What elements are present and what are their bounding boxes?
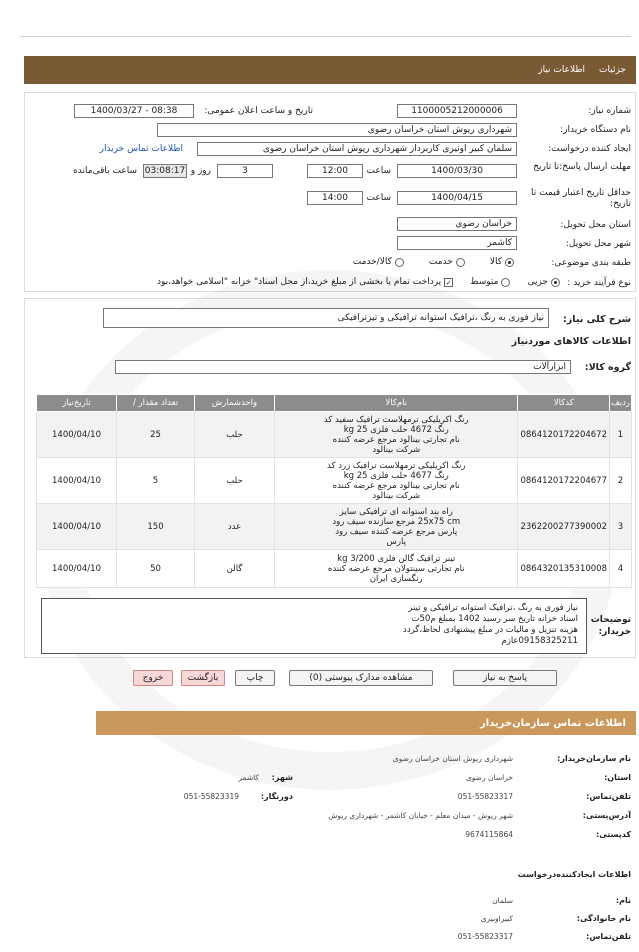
radio-goods[interactable] xyxy=(505,258,514,267)
validity-date-field: 1400/04/15 xyxy=(397,191,517,205)
need-number-field: 1100005212000006 xyxy=(397,104,517,118)
notes-line-4: 09158325211عازم xyxy=(501,636,578,646)
cell-qty: 25 xyxy=(117,412,195,458)
cell-code: 2362200277390002 xyxy=(518,504,610,550)
creator-label: ایجاد کننده درخواست: xyxy=(548,144,631,154)
days-label: روز و xyxy=(190,166,211,176)
radio-goods-service-label: کالا/خدمت xyxy=(352,257,392,267)
remaining-time-field: 03:08:17 xyxy=(144,166,186,176)
cell-index: 3 xyxy=(610,504,632,550)
cell-index: 4 xyxy=(610,550,632,588)
payment-note: پرداخت تمام یا بخشی از مبلغ خرید،از محل اسناد" خزانه "اسلامی خواهد،بود xyxy=(156,277,442,287)
buyer-notes-box xyxy=(41,598,587,654)
cell-name: رنگ اکریلیکی ترمهلاست ترافیک سفید کد رنگ 4672 حلب فلزی 25 kg نام تجارتی بینالود مرجع عرضه کننده شرکت بینالود xyxy=(275,412,518,458)
cell-index: 1 xyxy=(610,412,632,458)
contact-province-label: استان: xyxy=(604,773,631,782)
col-unit: واحدشمارش xyxy=(195,395,275,412)
notes-line-1: نیاز فوری به رنگ ،ترافیک استوانه ترافیکی و تینر xyxy=(408,603,578,613)
link-need-info[interactable]: اطلاعات نیاز xyxy=(538,65,586,75)
summary-label: شرح کلی نیاز: xyxy=(562,314,631,325)
notes-line-2: اسناد خزانه تاریخ سر رسید 1402 بمبلغ م50ت xyxy=(411,614,578,624)
contact-phone-label: تلفن‌تماس: xyxy=(586,792,631,801)
contact-city-label: شهر: xyxy=(271,773,293,782)
category-label: طبقه بندی موضوعی: xyxy=(551,258,631,268)
cell-date: 1400/04/10 xyxy=(37,550,117,588)
reply-button[interactable]: پاسخ به نیاز xyxy=(453,670,557,686)
creator-field: سلمان کبیر اونیری کاربرداز شهرداری ریوش استان خراسان رضوی xyxy=(197,142,517,156)
validity-label: حداقل تاریخ اعتبار قیمت تا تاریخ: xyxy=(531,188,631,209)
cell-name: رنگ اکریلیکی ترمهلاست ترافیک زرد کد رنگ 4677 حلب فلزی 25 kg نام تجارتی بینالود مرجع عرضه کننده شرکت بینالود xyxy=(275,458,518,504)
contact-section-title: اطلاعات تماس سازمان‌خریدار xyxy=(96,711,636,735)
days-field: 3 xyxy=(217,164,273,178)
creator-section-title: اطلاعات ایجادکننده‌درخواست xyxy=(517,870,631,879)
contact-city: کاشمر xyxy=(238,773,259,782)
cell-qty: 5 xyxy=(117,458,195,504)
buyer-contact-link[interactable]: اطلاعات تماس خریدار xyxy=(99,144,183,154)
contact-fax-label: دورنگار: xyxy=(260,792,293,801)
contact-org-label: نام سازمان‌خریدار: xyxy=(557,754,631,763)
cell-unit: عدد xyxy=(195,504,275,550)
need-number-label: شماره نیاز: xyxy=(588,106,631,116)
goods-info-title: اطلاعات کالاهای موردنیاز xyxy=(511,336,631,347)
header-bar xyxy=(24,56,636,84)
cell-date: 1400/04/10 xyxy=(37,458,117,504)
province-field: خراسان رضوی xyxy=(397,217,517,231)
cell-code: 0864320135310008 xyxy=(518,550,610,588)
creator-phone-label: تلفن‌تماس: xyxy=(586,932,631,941)
cell-unit: گالن xyxy=(195,550,275,588)
contact-phone: 051-55823317 xyxy=(457,792,513,801)
group-label: گروه کالا: xyxy=(584,362,631,373)
group-field: ابزارآلات xyxy=(115,360,571,374)
city-label: شهر محل تحویل: xyxy=(565,239,631,249)
col-code: کدکالا xyxy=(518,395,610,412)
reply-date-field: 1400/03/30 xyxy=(397,164,517,178)
col-date: تاریخ‌نیاز xyxy=(37,395,117,412)
link-details[interactable]: جزئیات xyxy=(599,65,626,75)
contact-address-label: آدرس‌پستی: xyxy=(582,811,631,820)
cell-date: 1400/04/10 xyxy=(37,412,117,458)
city-field: کاشمر xyxy=(397,236,517,250)
creator-family: کبیراونیری xyxy=(480,914,513,923)
exit-button[interactable]: خروج xyxy=(133,670,173,686)
radio-partial-label: جزیی xyxy=(527,277,548,287)
attachments-button[interactable]: مشاهده مدارک پیوستی (0) xyxy=(289,670,433,686)
process-radios xyxy=(157,277,563,287)
announce-field: 1400/03/27 - 08:38 xyxy=(74,104,194,118)
radio-medium-label: متوسط xyxy=(470,277,499,287)
contact-org: شهرداری ریوش استان خراسان رضوی xyxy=(392,754,513,763)
cell-qty: 50 xyxy=(117,550,195,588)
table-row[interactable] xyxy=(37,550,632,588)
contact-province: خراسان رضوی xyxy=(465,773,513,782)
notes-line-3: هزینه تنزیل و مالیات در مبلغ پیشنهادی لحاظ،گردد xyxy=(403,625,578,635)
reply-time-label: ساعت xyxy=(366,166,391,176)
payment-checkbox[interactable]: ✓ xyxy=(445,278,452,287)
contact-address: شهر ریوش - میدان معلم - خیابان کاشمر - شهرداری ریوش xyxy=(328,811,513,820)
radio-service[interactable] xyxy=(456,258,465,267)
creator-name: سلمان xyxy=(492,896,513,905)
buyer-notes-label: توضیحات خریدار: xyxy=(590,615,631,637)
reply-time-field: 12:00 xyxy=(307,164,363,178)
announce-label: تاریخ و ساعت اعلان عمومی: xyxy=(204,106,313,116)
col-qty: تعداد مقدار / xyxy=(117,395,195,412)
table-row[interactable] xyxy=(37,458,632,504)
creator-phone: 051-55823317 xyxy=(457,932,513,941)
top-divider xyxy=(20,36,631,37)
validity-time-label: ساعت xyxy=(366,193,391,203)
cell-index: 2 xyxy=(610,458,632,504)
buyer-org-field: شهرداری ریوش استان خراسان رضوی xyxy=(157,123,517,137)
process-label: نوع فرآیند خرید : xyxy=(567,278,631,288)
cell-code: 0864120172204677 xyxy=(518,458,610,504)
contact-postal-label: کدپستی: xyxy=(596,830,631,839)
creator-family-label: نام خانوادگی: xyxy=(576,914,631,923)
cell-unit: حلب xyxy=(195,458,275,504)
radio-service-label: خدمت xyxy=(428,257,453,267)
contact-postal: 9674115864 xyxy=(465,830,513,839)
validity-time-field: 14:00 xyxy=(307,191,363,205)
contact-fax: 051-55823319 xyxy=(183,792,239,801)
buyer-org-label: نام دستگاه خریدار: xyxy=(560,125,631,135)
cell-code: 0864120172204672 xyxy=(518,412,610,458)
cell-unit: حلب xyxy=(195,412,275,458)
radio-goods-service[interactable] xyxy=(395,258,404,267)
cell-name: راه بند استوانه ای ترافیکی سایز 25x75 cm مرجع سازنده سیف رود پارس مرجع عرضه کننده سیف رود پارس xyxy=(275,504,518,550)
cell-name: تینر ترافیک گالن فلزی 3/200 kg نام تجارتی سینتولان مرجع عرضه کننده رنگسازی ایران xyxy=(275,550,518,588)
summary-field: نیاز فوری به رنگ ،ترافیک استوانه ترافیکی و تیزترافیکی xyxy=(103,308,549,328)
cell-qty: 150 xyxy=(117,504,195,550)
province-label: استان محل تحویل: xyxy=(560,220,631,230)
table-row[interactable] xyxy=(37,504,632,550)
back-button[interactable]: بازگشت xyxy=(181,670,225,686)
radio-medium[interactable] xyxy=(501,278,510,287)
creator-name-label: نام: xyxy=(615,896,631,905)
items-table xyxy=(36,394,632,588)
col-name: نام‌کالا xyxy=(275,395,518,412)
cell-date: 1400/04/10 xyxy=(37,504,117,550)
print-button[interactable]: چاپ xyxy=(235,670,275,686)
items-table-wrap xyxy=(36,394,632,588)
remaining-label: ساعت باقی‌مانده xyxy=(73,166,137,176)
col-index: ردیف xyxy=(610,395,632,412)
radio-partial[interactable] xyxy=(551,278,560,287)
category-radios xyxy=(353,257,517,267)
reply-deadline-label: مهلت ارسال پاسخ:تا تاریخ xyxy=(533,162,631,172)
table-row[interactable] xyxy=(37,412,632,458)
radio-goods-label: کالا xyxy=(489,257,502,267)
